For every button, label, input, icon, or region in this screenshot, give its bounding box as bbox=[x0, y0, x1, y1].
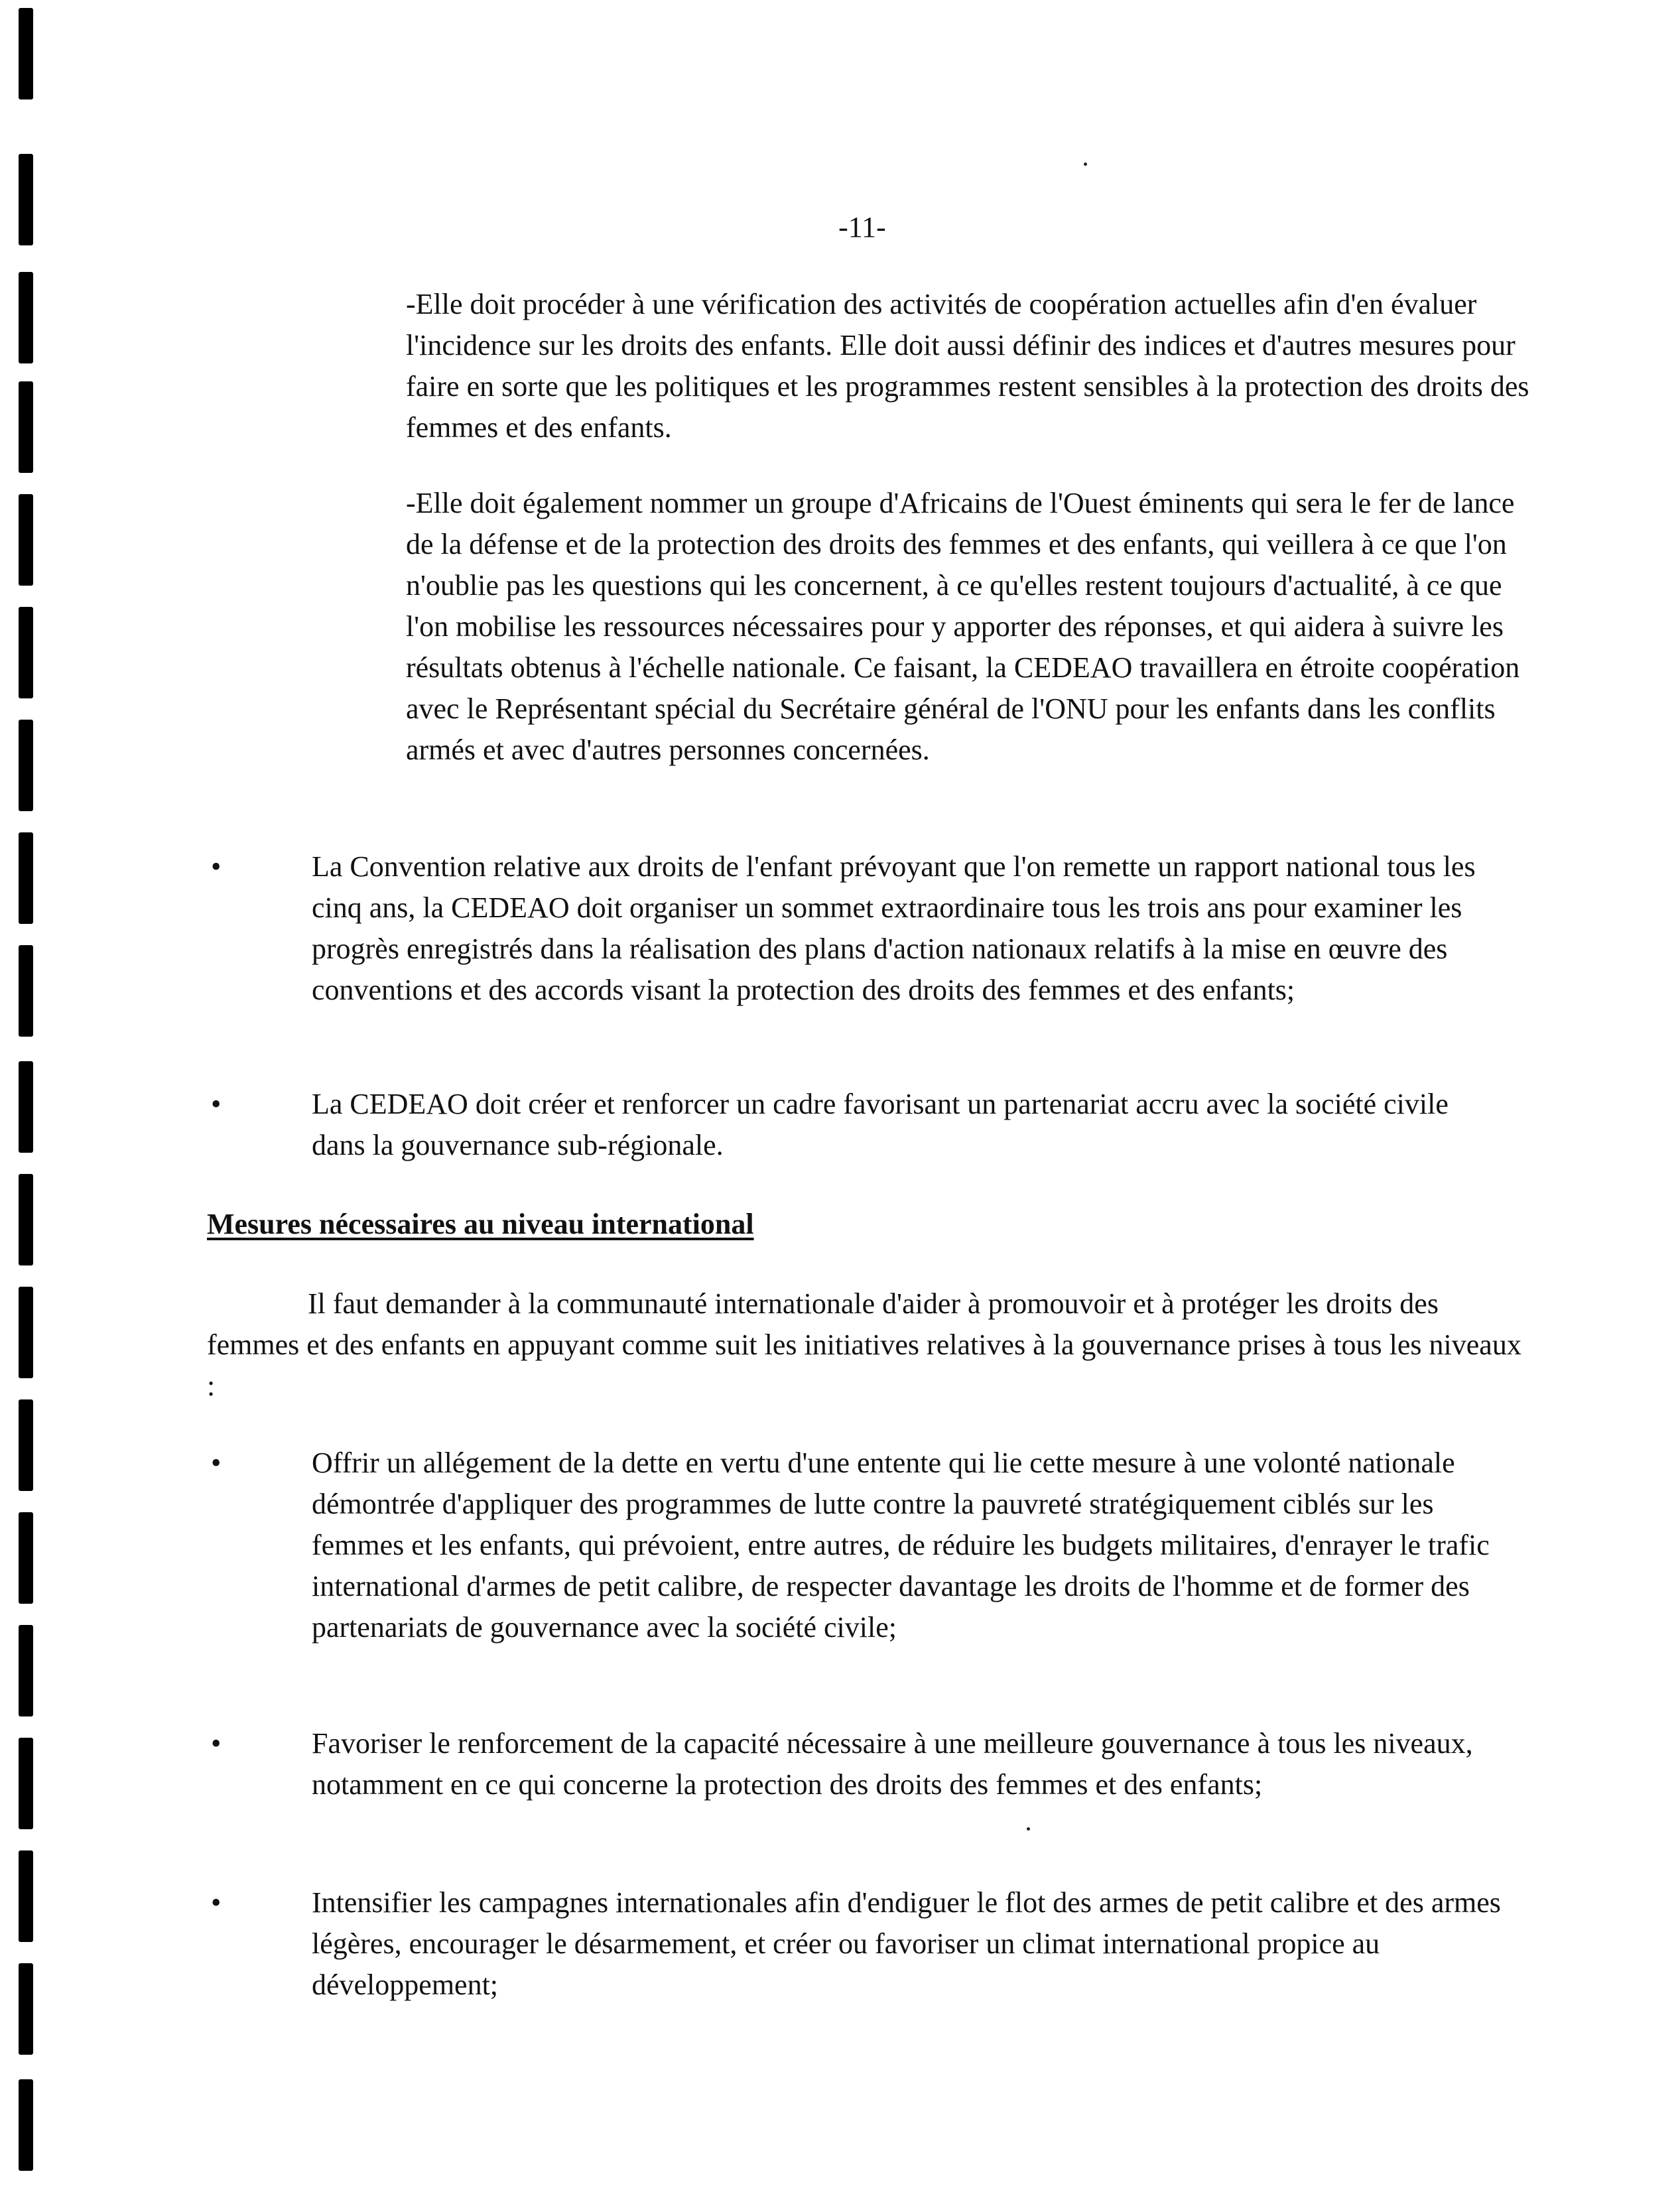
list-item-text: La Convention relative aux droits de l'enfant prévoyant que l'on remette un rapport national tous les cinq ans, la CEDEAO doit organiser un sommet extraordinaire tous les trois ans pour examiner les progrès enregistrés dans la réalisation des plans d'action nationaux relatifs à la mise en œuvre des conventions et des accords visant la protection des droits des femmes et des enfants; bbox=[312, 850, 1476, 1006]
bullet-icon: • bbox=[211, 1886, 222, 1919]
binder-mark bbox=[19, 154, 33, 245]
intro-paragraph: Il faut demander à la communauté internationale d'aider à promouvoir et à protéger les droits des femmes et des enfants en appuyant comme suit les initiatives relatives à la gouvernance prises à tous les niveaux : bbox=[207, 1287, 1521, 1402]
binder-mark bbox=[19, 1174, 33, 1265]
binder-mark bbox=[19, 2079, 33, 2171]
list-item-text: La CEDEAO doit créer et renforcer un cadre favorisant un partenariat accru avec la société civile dans la gouvernance sub-régionale. bbox=[312, 1088, 1449, 1161]
scan-speck bbox=[1084, 162, 1087, 166]
binder-mark bbox=[19, 832, 33, 924]
scan-speck bbox=[1027, 1827, 1030, 1831]
indented-paragraph-verification: -Elle doit procéder à une vérification des activités de coopération actuelles afin d'en évaluer l'incidence sur les droits des enfants. Elle doit aussi définir des indices et d'autres mesures pour faire en sorte que les politiques et les programmes restent sensibles à la protection des droits des femmes et des enfants. bbox=[406, 288, 1529, 444]
binder-mark bbox=[19, 607, 33, 698]
list-item-text: Offrir un allégement de la dette en vertu d'une entente qui lie cette mesure à une volonté nationale démontrée d'appliquer des programmes de lutte contre la pauvreté stratégiquement ciblés sur les femmes et les enfants, qui prévoient, entre autres, de réduire les budgets militaires, d'enrayer le trafic international d'armes de petit calibre, de respecter davantage les droits de l'homme et de former des partenariats de gouvernance avec la société civile; bbox=[312, 1447, 1490, 1644]
binder-mark bbox=[19, 1512, 33, 1604]
binder-hole-marks bbox=[12, 0, 38, 2200]
list-item-text: Intensifier les campagnes internationales afin d'endiguer le flot des armes de petit calibre et des armes légères, encourager le désarmement, et créer ou favoriser un climat international propice au développement; bbox=[312, 1886, 1501, 2001]
binder-mark bbox=[19, 381, 33, 473]
bullet-icon: • bbox=[211, 1727, 222, 1760]
binder-mark bbox=[19, 1963, 33, 2055]
binder-mark bbox=[19, 1738, 33, 1829]
page-number: -11- bbox=[838, 211, 886, 243]
bullet-icon: • bbox=[211, 1447, 222, 1479]
binder-mark bbox=[19, 8, 33, 99]
binder-mark bbox=[19, 1399, 33, 1491]
binder-mark bbox=[19, 1850, 33, 1942]
binder-mark bbox=[19, 1061, 33, 1153]
binder-mark bbox=[19, 494, 33, 586]
binder-mark bbox=[19, 1287, 33, 1378]
list-item-text: Favoriser le renforcement de la capacité nécessaire à une meilleure gouvernance à tous les niveaux, notamment en ce qui concerne la protection des droits des femmes et des enfants; bbox=[312, 1727, 1473, 1801]
binder-mark bbox=[19, 1625, 33, 1716]
binder-mark bbox=[19, 945, 33, 1037]
section-heading: Mesures nécessaires au niveau international bbox=[207, 1208, 754, 1240]
binder-mark bbox=[19, 720, 33, 811]
bullet-icon: • bbox=[211, 850, 222, 883]
binder-mark bbox=[19, 272, 33, 363]
indented-paragraph-eminent-group: -Elle doit également nommer un groupe d'Africains de l'Ouest éminents qui sera le fer de lance de la défense et de la protection des droits des femmes et des enfants, qui veillera à ce que l'on n'oublie pas les questions qui les concernent, à ce qu'elles restent toujours d'actualité, à ce que l'on mobilise les ressources nécessaires pour y apporter des réponses, et qui aidera à suivre les résultats obtenus à l'échelle nationale. Ce faisant, la CEDEAO travaillera en étroite coopération avec le Représentant spécial du Secrétaire général de l'ONU pour les enfants dans les conflits armés et avec d'autres personnes concernées. bbox=[406, 487, 1520, 766]
bullet-icon: • bbox=[211, 1088, 222, 1120]
